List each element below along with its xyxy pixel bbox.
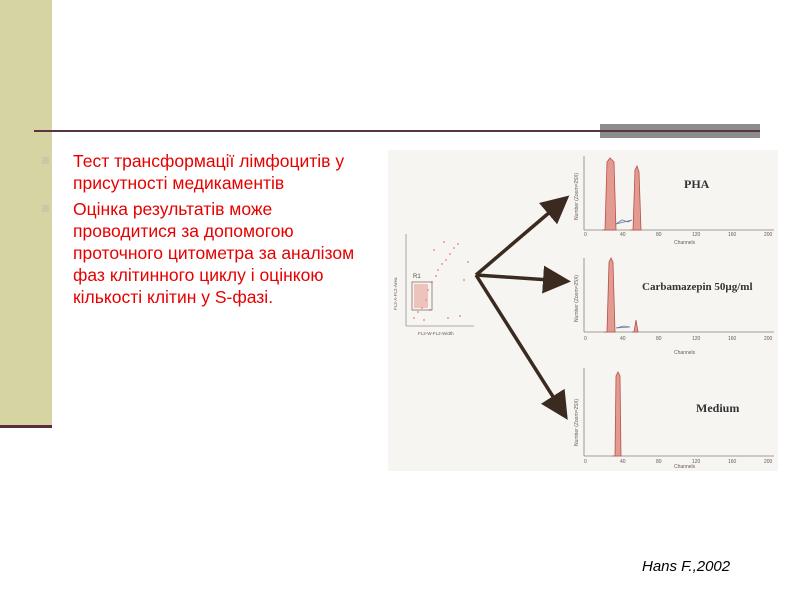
tick-label: 40 [620,232,626,238]
histogram-x-label: Channels [674,240,696,246]
tick-label: 0 [584,232,587,238]
scatter-dense-region [414,284,428,308]
carbamazepin-g2-peak [632,320,638,332]
scatter-plot [393,234,474,336]
histogram-pha [574,156,774,246]
histogram-x-label: Channels [674,350,696,356]
histogram-label: Carbamazepin 50µg/ml [642,281,753,293]
bullet-square-icon [42,205,49,212]
left-accent-bar-edge [0,425,52,428]
histogram-label: PHA [684,177,710,191]
carbamazepin-s-phase [616,326,630,328]
histogram-medium [574,368,774,470]
histogram-x-label: Channels [674,464,696,470]
tick-label: 0 [584,459,587,465]
tick-label: 120 [692,232,701,238]
arrow-to-carbamazepin [476,275,564,281]
cytometry-figure [388,150,778,471]
title-divider [34,130,600,132]
tick-label: 200 [764,232,773,238]
divider-accent-line [600,130,760,132]
bullet-text: Тест трансформації лімфоцитів у присутності медикаментів [73,151,345,193]
tick-label: 200 [764,459,773,465]
tick-label: 120 [692,336,701,342]
carbamazepin-g1-peak [604,258,615,332]
medium-g1-peak [612,372,621,456]
bullet-square-icon [42,157,49,164]
tick-label: 120 [692,459,701,465]
tick-label: 80 [656,336,662,342]
histogram-y-label: Number (Zoom=25X) [574,398,580,446]
gate-label: R1 [413,274,421,280]
arrows [476,200,564,414]
bullet-list [40,150,360,312]
arrow-to-pha [476,200,564,275]
histogram-label: Medium [696,401,740,415]
pha-g1-peak [602,158,616,230]
bullet-item [40,150,360,194]
scatter-x-label: FL2-W-FL2-Width [418,331,454,336]
source-credit: Hans F.,2002 [642,558,731,575]
histogram-y-label: Number (Zoom=25X) [574,274,580,322]
tick-label: 0 [584,336,587,342]
tick-label: 80 [656,459,662,465]
scatter-points [413,241,469,321]
histogram-carbamazepin [574,258,774,356]
cytometry-figure-svg [388,150,778,471]
tick-label: 80 [656,232,662,238]
tick-label: 160 [728,336,737,342]
tick-label: 160 [728,232,737,238]
bullet-text: Оцінка результатів може проводитися за допомогою проточного цитометра за аналізом фаз клітинного циклу і оцінкою кількості клітин у S-фазі. [73,199,355,307]
scatter-y-label: FL2-A-FL2-Area [393,277,398,310]
arrow-to-medium [476,275,564,414]
tick-label: 160 [728,459,737,465]
tick-label: 200 [764,336,773,342]
pha-s-phase [616,220,632,224]
bullet-item [40,198,360,308]
tick-label: 40 [620,459,626,465]
tick-label: 40 [620,336,626,342]
histogram-y-label: Number (Zoom=25X) [574,172,580,220]
